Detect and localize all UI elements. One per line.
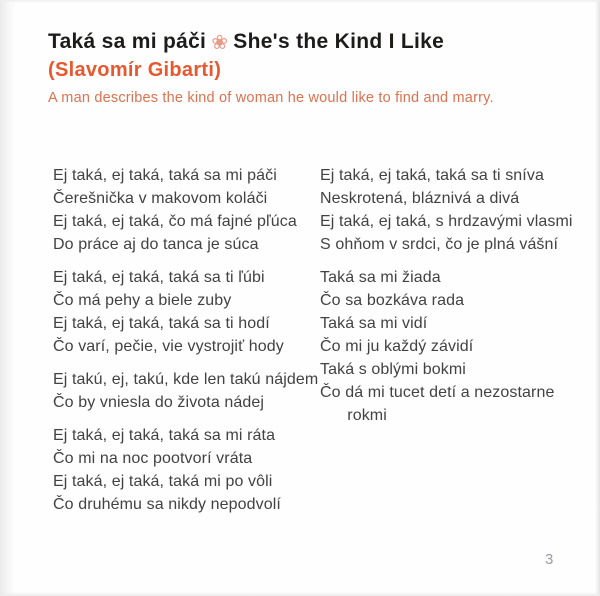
lyric-line: rokmi [320, 407, 387, 424]
lyric-line: Čo by vniesla do života nádej [53, 394, 265, 411]
lyric-line: Do práce aj do tanca je súca [53, 236, 259, 253]
flower-ornament-icon: ❀ [211, 32, 229, 54]
lyric-line: Čo sa bozkáva rada [320, 292, 465, 309]
lyrics-column-right [320, 164, 573, 437]
lyric-line: Neskrotená, bláznivá a divá [320, 190, 520, 207]
lyric-line: Čo dá mi tucet detí a nezostarne [320, 384, 555, 401]
lyric-line: Taká s oblými bokmi [320, 361, 466, 378]
composer-credit: (Slavomír Gibarti) [48, 59, 222, 81]
stanza [320, 266, 573, 427]
lyric-line: Čo mi ju každý závidí [320, 338, 474, 355]
lyric-line: Ej taká, ej taká, taká sa ti ľúbi [53, 269, 265, 286]
lyric-line: Ej taká, ej taká, čo má fajné pľúca [53, 213, 297, 230]
lyric-line: Taká sa mi žiada [320, 269, 441, 286]
stanza [53, 164, 318, 256]
lyric-line: Čo má pehy a biele zuby [53, 292, 232, 309]
song-description: A man describes the kind of woman he would like to find and marry. [48, 90, 494, 106]
lyrics-column-left [53, 164, 318, 526]
stanza [53, 368, 318, 414]
page-number: 3 [545, 551, 554, 568]
lyric-line: Čo varí, pečie, vie vystrojiť hody [53, 338, 284, 355]
lyric-line: S ohňom v srdci, čo je plná vášní [320, 236, 559, 253]
song-title [48, 28, 444, 57]
song-title-english: She's the Kind I Like [233, 30, 445, 53]
lyric-line: Ej takú, ej, takú, kde len takú nájdem [53, 371, 319, 388]
scan-shadow-bottom [0, 592, 600, 596]
lyric-line: Čo druhému sa nikdy nepodvolí [53, 496, 281, 513]
lyric-line: Ej taká, ej taká, s hrdzavými vlasmi [320, 213, 573, 230]
lyric-line: Ej taká, ej taká, taká sa ti hodí [53, 315, 270, 332]
stanza [53, 424, 318, 516]
lyric-line: Ej taká, ej taká, taká sa mi páči [53, 167, 277, 184]
scan-shadow-top [0, 0, 600, 3]
lyric-line: Taká sa mi vidí [320, 315, 428, 332]
scan-shadow-right [595, 0, 600, 596]
lyric-line: Ej taká, ej taká, taká mi po vôli [53, 473, 273, 490]
stanza [53, 266, 318, 358]
song-title-slovak: Taká sa mi páči [48, 30, 207, 53]
lyric-line: Čo mi na noc pootvorí vráta [53, 450, 253, 467]
scan-shadow-left [0, 0, 16, 596]
song-header [48, 28, 444, 82]
lyric-line: Ej taká, ej taká, taká sa mi ráta [53, 427, 276, 444]
lyric-line: Čerešnička v makovom koláči [53, 190, 268, 207]
stanza [320, 164, 573, 256]
lyric-line: Ej taká, ej taká, taká sa ti sníva [320, 167, 544, 184]
